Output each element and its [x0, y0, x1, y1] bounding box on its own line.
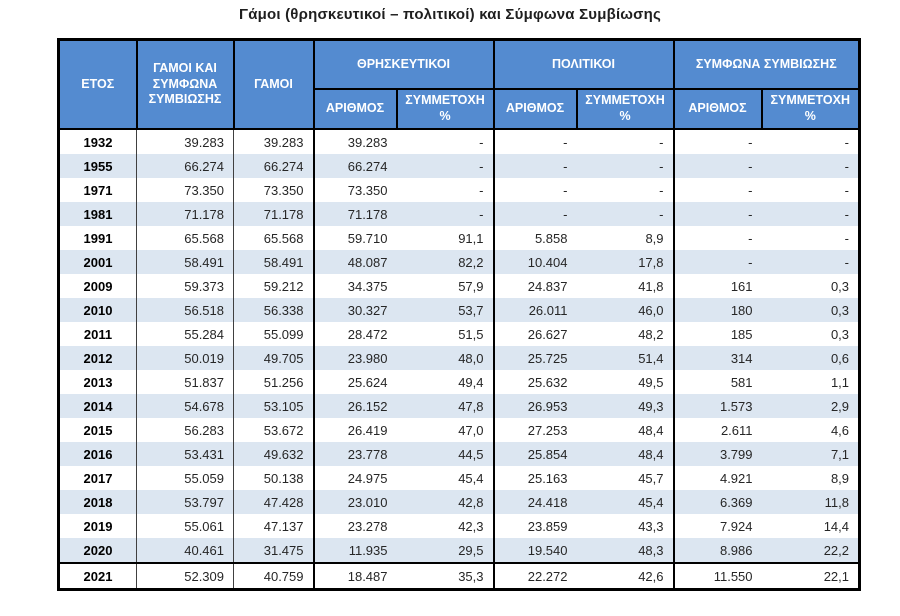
- value-cell: 0,3: [762, 322, 860, 346]
- value-cell: -: [577, 154, 674, 178]
- value-cell: 53.105: [234, 394, 314, 418]
- header-marriages-and-unions: ΓΑΜΟΙ ΚΑΙ ΣΥΜΦΩΝΑ ΣΥΜΒΙΩΣΗΣ: [137, 40, 234, 130]
- value-cell: 45,4: [397, 466, 494, 490]
- header-cohabitation-number: ΑΡΙΘΜΟΣ: [674, 89, 762, 129]
- value-cell: 0,6: [762, 346, 860, 370]
- value-cell: 19.540: [494, 538, 577, 563]
- value-cell: 23.980: [314, 346, 397, 370]
- table-row: [59, 298, 860, 322]
- value-cell: 71.178: [314, 202, 397, 226]
- value-cell: 41,8: [577, 274, 674, 298]
- value-cell: 53,7: [397, 298, 494, 322]
- value-cell: 91,1: [397, 226, 494, 250]
- value-cell: 18.487: [314, 563, 397, 590]
- value-cell: 49,5: [577, 370, 674, 394]
- value-cell: 39.283: [137, 129, 234, 154]
- value-cell: -: [494, 129, 577, 154]
- value-cell: 29,5: [397, 538, 494, 563]
- value-cell: -: [762, 129, 860, 154]
- value-cell: 45,4: [577, 490, 674, 514]
- table-header: [59, 40, 860, 130]
- value-cell: 46,0: [577, 298, 674, 322]
- value-cell: 34.375: [314, 274, 397, 298]
- value-cell: 11.935: [314, 538, 397, 563]
- value-cell: 50.019: [137, 346, 234, 370]
- value-cell: 26.419: [314, 418, 397, 442]
- value-cell: 23.778: [314, 442, 397, 466]
- value-cell: 24.418: [494, 490, 577, 514]
- value-cell: 47.137: [234, 514, 314, 538]
- year-cell: 2012: [59, 346, 137, 370]
- value-cell: 51.256: [234, 370, 314, 394]
- year-cell: 2017: [59, 466, 137, 490]
- value-cell: -: [762, 250, 860, 274]
- value-cell: 48,4: [577, 418, 674, 442]
- value-cell: 47,0: [397, 418, 494, 442]
- value-cell: 42,3: [397, 514, 494, 538]
- table-row: [59, 538, 860, 563]
- table-row: [59, 514, 860, 538]
- value-cell: 17,8: [577, 250, 674, 274]
- value-cell: 55.099: [234, 322, 314, 346]
- year-cell: 2015: [59, 418, 137, 442]
- year-cell: 1932: [59, 129, 137, 154]
- header-civil-share: ΣΥΜΜΕΤΟΧΗ %: [577, 89, 674, 129]
- value-cell: -: [494, 154, 577, 178]
- value-cell: 49,4: [397, 370, 494, 394]
- value-cell: 57,9: [397, 274, 494, 298]
- value-cell: -: [674, 202, 762, 226]
- value-cell: -: [397, 154, 494, 178]
- value-cell: -: [494, 202, 577, 226]
- year-cell: 2009: [59, 274, 137, 298]
- marriages-statistics-table: [57, 38, 861, 591]
- value-cell: 53.797: [137, 490, 234, 514]
- year-cell: 1991: [59, 226, 137, 250]
- value-cell: 66.274: [137, 154, 234, 178]
- value-cell: 49.705: [234, 346, 314, 370]
- value-cell: 49,3: [577, 394, 674, 418]
- value-cell: 58.491: [234, 250, 314, 274]
- value-cell: 82,2: [397, 250, 494, 274]
- value-cell: 22,1: [762, 563, 860, 590]
- value-cell: 26.627: [494, 322, 577, 346]
- table-row: [59, 563, 860, 590]
- value-cell: -: [494, 178, 577, 202]
- value-cell: 11,8: [762, 490, 860, 514]
- value-cell: -: [762, 178, 860, 202]
- table-row: [59, 466, 860, 490]
- table-row: [59, 154, 860, 178]
- value-cell: 49.632: [234, 442, 314, 466]
- header-group-cohabitation: ΣΥΜΦΩΝΑ ΣΥΜΒΙΩΣΗΣ: [674, 40, 860, 90]
- value-cell: 40.759: [234, 563, 314, 590]
- table-title: Γάμοι (θρησκευτικοί – πολιτικοί) και Σύμφωνα Συμβίωσης: [238, 6, 662, 23]
- value-cell: 54.678: [137, 394, 234, 418]
- value-cell: 24.837: [494, 274, 577, 298]
- value-cell: -: [762, 154, 860, 178]
- value-cell: 161: [674, 274, 762, 298]
- value-cell: 0,3: [762, 274, 860, 298]
- value-cell: 58.491: [137, 250, 234, 274]
- value-cell: -: [397, 202, 494, 226]
- value-cell: 14,4: [762, 514, 860, 538]
- value-cell: 26.152: [314, 394, 397, 418]
- value-cell: -: [577, 129, 674, 154]
- header-civil-number: ΑΡΙΘΜΟΣ: [494, 89, 577, 129]
- value-cell: 5.858: [494, 226, 577, 250]
- year-cell: 2001: [59, 250, 137, 274]
- value-cell: 42,8: [397, 490, 494, 514]
- table-row: [59, 202, 860, 226]
- value-cell: 22.272: [494, 563, 577, 590]
- value-cell: 23.278: [314, 514, 397, 538]
- value-cell: 59.710: [314, 226, 397, 250]
- value-cell: 10.404: [494, 250, 577, 274]
- table-row: [59, 129, 860, 154]
- value-cell: 52.309: [137, 563, 234, 590]
- value-cell: 56.518: [137, 298, 234, 322]
- value-cell: -: [674, 154, 762, 178]
- value-cell: 39.283: [314, 129, 397, 154]
- value-cell: 22,2: [762, 538, 860, 563]
- header-religious-share: ΣΥΜΜΕΤΟΧΗ %: [397, 89, 494, 129]
- value-cell: 26.011: [494, 298, 577, 322]
- value-cell: 24.975: [314, 466, 397, 490]
- value-cell: 25.854: [494, 442, 577, 466]
- value-cell: -: [397, 178, 494, 202]
- value-cell: 59.373: [137, 274, 234, 298]
- value-cell: 48.087: [314, 250, 397, 274]
- table-row: [59, 370, 860, 394]
- table-row: [59, 346, 860, 370]
- value-cell: 47.428: [234, 490, 314, 514]
- value-cell: 0,3: [762, 298, 860, 322]
- header-cohabitation-share: ΣΥΜΜΕΤΟΧΗ %: [762, 89, 860, 129]
- value-cell: 43,3: [577, 514, 674, 538]
- table-row: [59, 250, 860, 274]
- value-cell: -: [674, 226, 762, 250]
- year-cell: 2020: [59, 538, 137, 563]
- value-cell: 11.550: [674, 563, 762, 590]
- value-cell: 73.350: [314, 178, 397, 202]
- year-cell: 2021: [59, 563, 137, 590]
- value-cell: 25.632: [494, 370, 577, 394]
- value-cell: 314: [674, 346, 762, 370]
- year-cell: 1981: [59, 202, 137, 226]
- table-body: [59, 129, 860, 590]
- value-cell: 48,3: [577, 538, 674, 563]
- value-cell: 23.010: [314, 490, 397, 514]
- table-row: [59, 418, 860, 442]
- value-cell: 180: [674, 298, 762, 322]
- value-cell: 51.837: [137, 370, 234, 394]
- value-cell: 185: [674, 322, 762, 346]
- value-cell: 65.568: [137, 226, 234, 250]
- value-cell: 59.212: [234, 274, 314, 298]
- value-cell: 25.725: [494, 346, 577, 370]
- value-cell: 7.924: [674, 514, 762, 538]
- value-cell: 7,1: [762, 442, 860, 466]
- value-cell: 56.283: [137, 418, 234, 442]
- value-cell: -: [762, 202, 860, 226]
- table-row: [59, 322, 860, 346]
- value-cell: 56.338: [234, 298, 314, 322]
- value-cell: 42,6: [577, 563, 674, 590]
- value-cell: 66.274: [234, 154, 314, 178]
- value-cell: 31.475: [234, 538, 314, 563]
- value-cell: 40.461: [137, 538, 234, 563]
- value-cell: 30.327: [314, 298, 397, 322]
- value-cell: 4,6: [762, 418, 860, 442]
- value-cell: 71.178: [234, 202, 314, 226]
- value-cell: -: [674, 178, 762, 202]
- header-marriages: ΓΑΜΟΙ: [234, 40, 314, 130]
- value-cell: 47,8: [397, 394, 494, 418]
- table-row: [59, 274, 860, 298]
- value-cell: 8.986: [674, 538, 762, 563]
- value-cell: 53.672: [234, 418, 314, 442]
- value-cell: 51,4: [577, 346, 674, 370]
- value-cell: 2,9: [762, 394, 860, 418]
- value-cell: -: [674, 129, 762, 154]
- value-cell: 71.178: [137, 202, 234, 226]
- value-cell: 39.283: [234, 129, 314, 154]
- value-cell: 3.799: [674, 442, 762, 466]
- table-row: [59, 490, 860, 514]
- year-cell: 2013: [59, 370, 137, 394]
- value-cell: 27.253: [494, 418, 577, 442]
- year-cell: 2011: [59, 322, 137, 346]
- year-cell: 2016: [59, 442, 137, 466]
- value-cell: 25.624: [314, 370, 397, 394]
- value-cell: 45,7: [577, 466, 674, 490]
- value-cell: 48,2: [577, 322, 674, 346]
- value-cell: 53.431: [137, 442, 234, 466]
- value-cell: 48,0: [397, 346, 494, 370]
- value-cell: -: [397, 129, 494, 154]
- value-cell: 55.059: [137, 466, 234, 490]
- value-cell: 55.284: [137, 322, 234, 346]
- value-cell: 6.369: [674, 490, 762, 514]
- value-cell: 73.350: [234, 178, 314, 202]
- value-cell: 28.472: [314, 322, 397, 346]
- value-cell: 4.921: [674, 466, 762, 490]
- value-cell: 25.163: [494, 466, 577, 490]
- table-row: [59, 226, 860, 250]
- header-year: ΕΤΟΣ: [59, 40, 137, 130]
- value-cell: 8,9: [762, 466, 860, 490]
- value-cell: -: [674, 250, 762, 274]
- value-cell: 1.573: [674, 394, 762, 418]
- value-cell: -: [762, 226, 860, 250]
- value-cell: 50.138: [234, 466, 314, 490]
- value-cell: 23.859: [494, 514, 577, 538]
- value-cell: 66.274: [314, 154, 397, 178]
- value-cell: 2.611: [674, 418, 762, 442]
- header-group-civil: ΠΟΛΙΤΙΚΟΙ: [494, 40, 674, 90]
- value-cell: 51,5: [397, 322, 494, 346]
- value-cell: 26.953: [494, 394, 577, 418]
- year-cell: 2018: [59, 490, 137, 514]
- header-religious-number: ΑΡΙΘΜΟΣ: [314, 89, 397, 129]
- value-cell: 581: [674, 370, 762, 394]
- year-cell: 1955: [59, 154, 137, 178]
- table-row: [59, 178, 860, 202]
- value-cell: -: [577, 202, 674, 226]
- value-cell: 73.350: [137, 178, 234, 202]
- value-cell: 1,1: [762, 370, 860, 394]
- year-cell: 2014: [59, 394, 137, 418]
- value-cell: 44,5: [397, 442, 494, 466]
- value-cell: -: [577, 178, 674, 202]
- header-group-religious: ΘΡΗΣΚΕΥΤΙΚΟΙ: [314, 40, 494, 90]
- value-cell: 35,3: [397, 563, 494, 590]
- year-cell: 2010: [59, 298, 137, 322]
- value-cell: 55.061: [137, 514, 234, 538]
- year-cell: 2019: [59, 514, 137, 538]
- value-cell: 8,9: [577, 226, 674, 250]
- value-cell: 48,4: [577, 442, 674, 466]
- table-row: [59, 394, 860, 418]
- year-cell: 1971: [59, 178, 137, 202]
- table-row: [59, 442, 860, 466]
- value-cell: 65.568: [234, 226, 314, 250]
